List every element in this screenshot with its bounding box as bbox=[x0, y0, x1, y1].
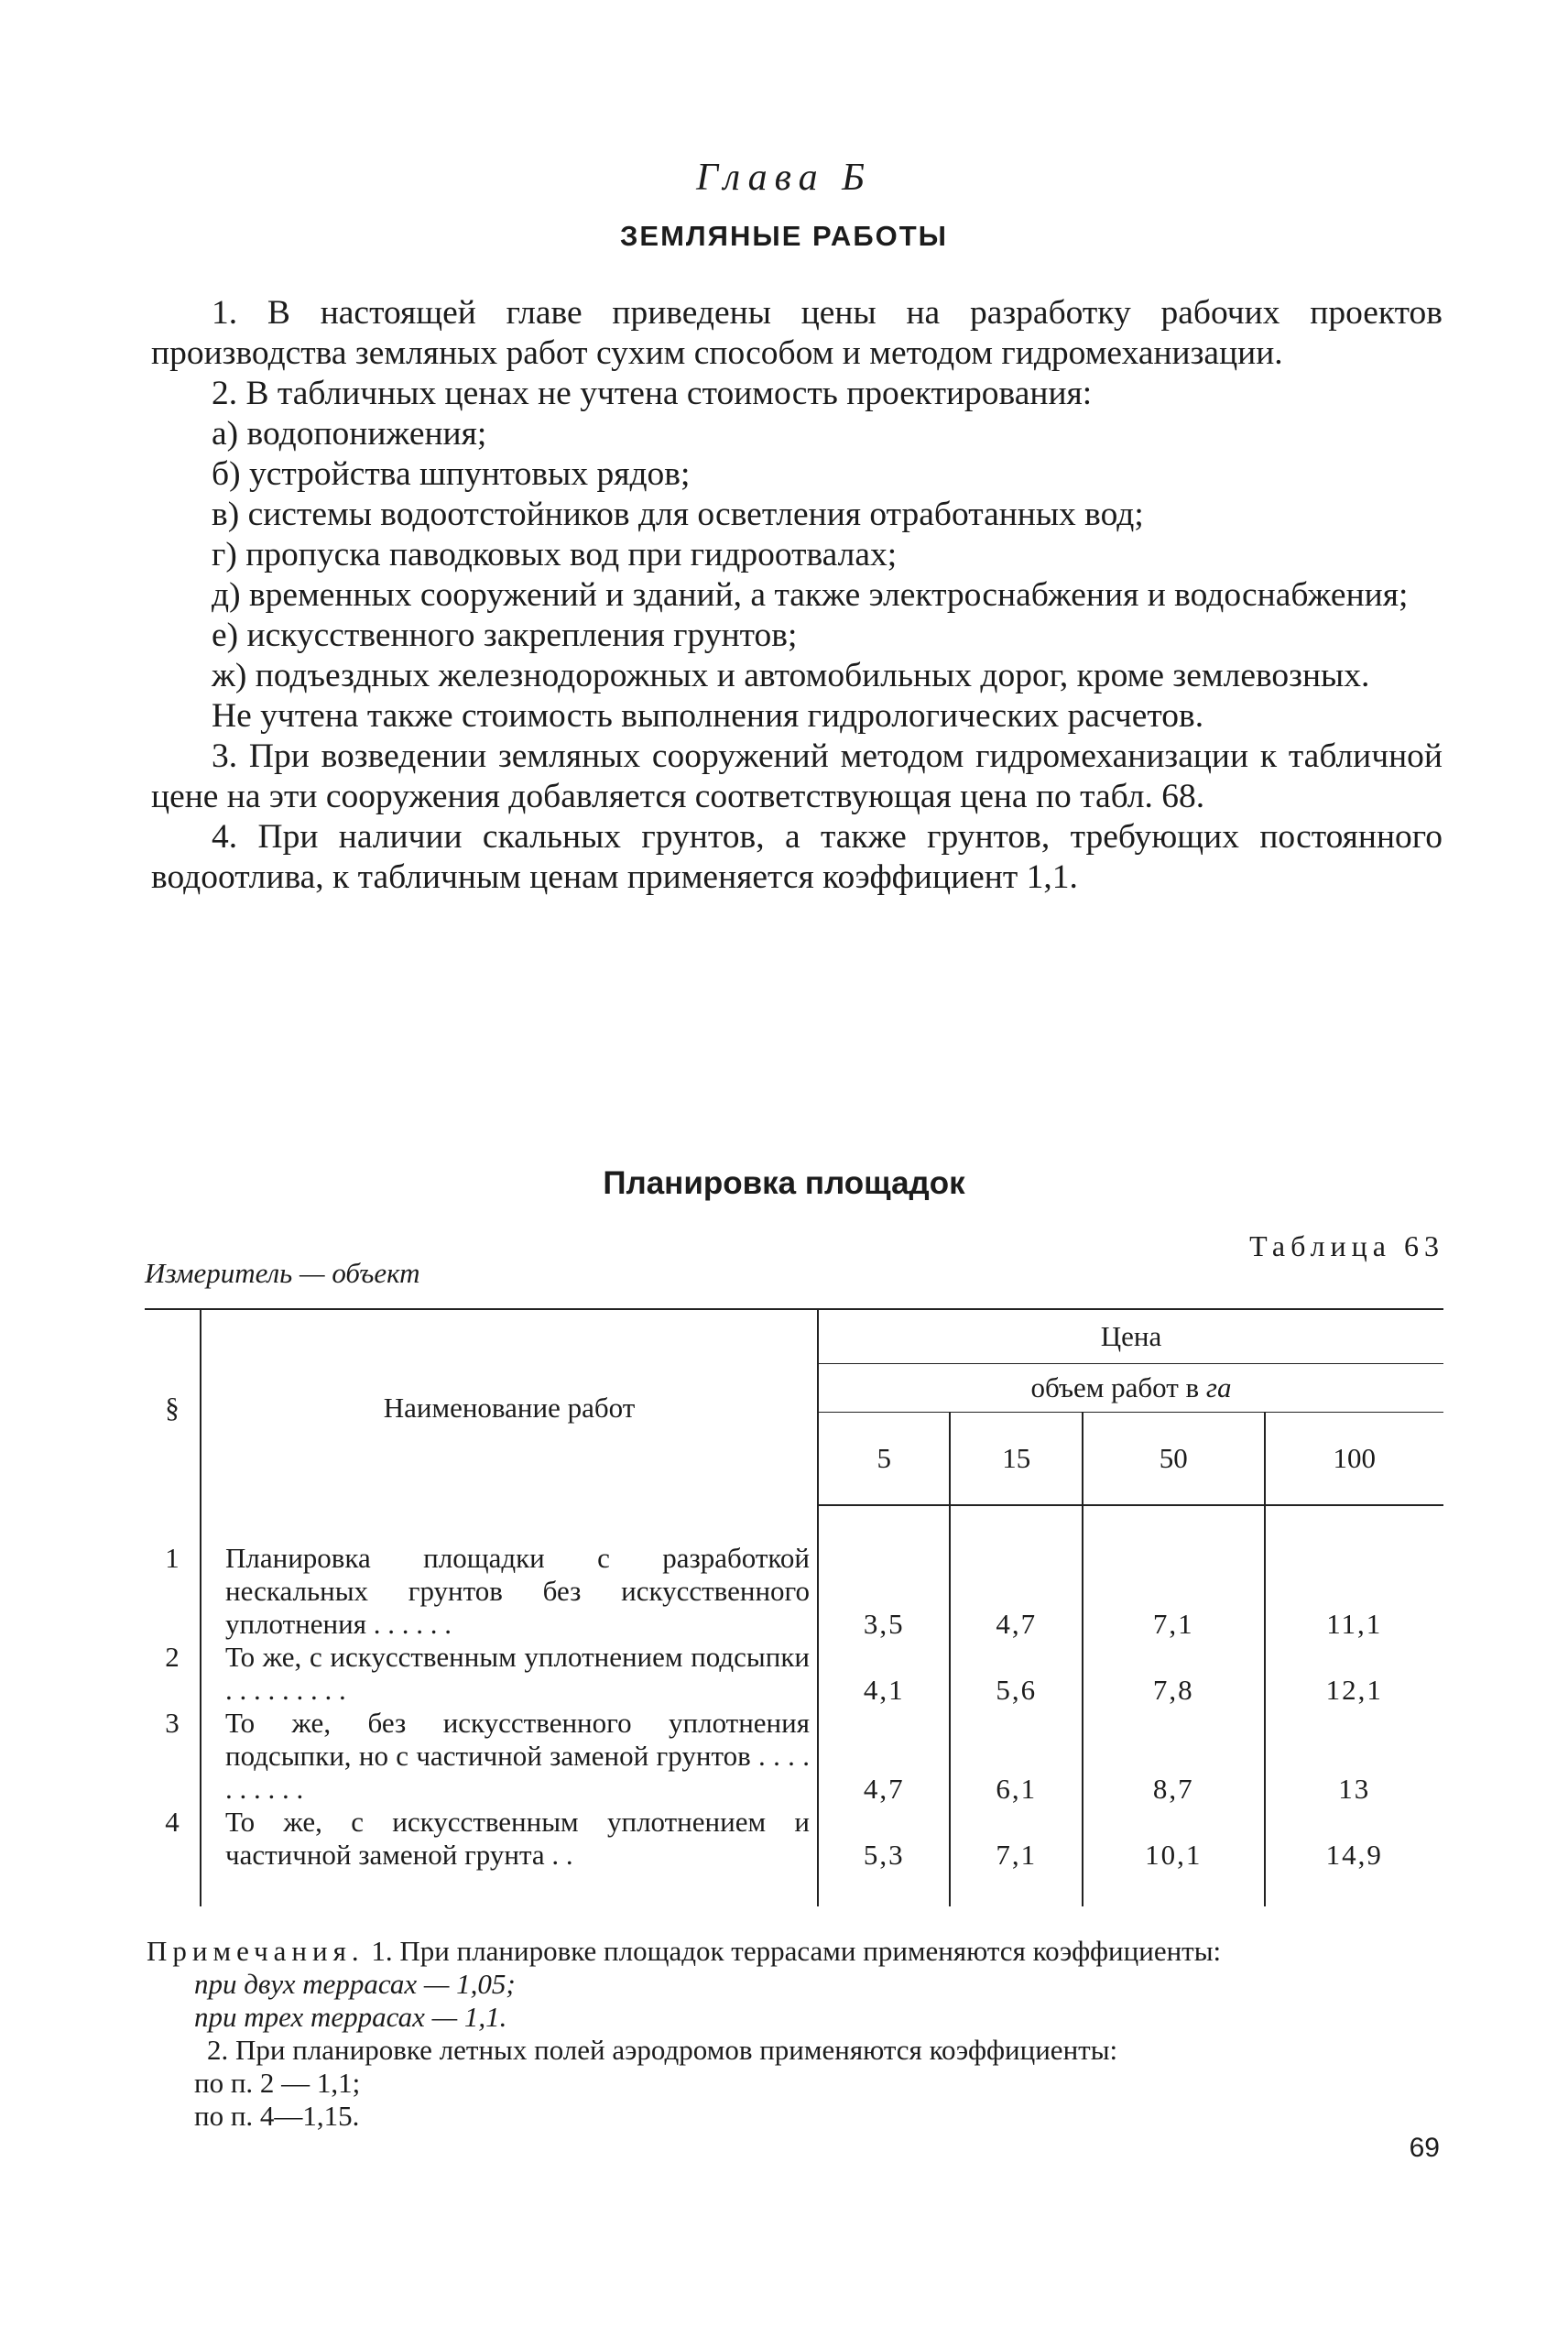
table-row bbox=[145, 1505, 1443, 1641]
row-value: 8,7 bbox=[1083, 1707, 1265, 1806]
header-work-name: Наименование работ bbox=[201, 1309, 818, 1505]
list-item-b: б) устройства шпунтовых рядов; bbox=[212, 455, 691, 493]
row-name: То же, без искусственного уплотнения подсыпки, но с частичной заменой грунтов . . . . . . . . . . bbox=[201, 1707, 818, 1806]
row-value: 3,5 bbox=[818, 1505, 950, 1641]
list-item-a: а) водопонижения; bbox=[212, 415, 487, 453]
row-value: 7,8 bbox=[1083, 1641, 1265, 1707]
header-col-50: 50 bbox=[1083, 1413, 1265, 1506]
note-2-item: по п. 2 — 1,1; bbox=[194, 2067, 361, 2099]
note-1-item: при трех террасах — 1,1. bbox=[194, 2001, 507, 2033]
header-section: § bbox=[145, 1309, 201, 1505]
list-item-d: д) временных сооружений и зданий, а также электроснабжения и водоснабжения; bbox=[212, 576, 1409, 614]
row-value: 4,7 bbox=[818, 1707, 950, 1806]
row-value: 5,6 bbox=[950, 1641, 1082, 1707]
list-item-zh: ж) подъездных железнодорожных и автомобильных дорог, кроме землевозных. bbox=[212, 657, 1370, 694]
note-2-item: по п. 4—1,15. bbox=[194, 2100, 360, 2132]
page-number: 69 bbox=[1409, 2133, 1440, 2163]
paragraph-3: 3. При возведении земляных сооружений методом гидромеханизации к табличной цене на эти сооружения добавляется соответствующая цена по табл. 68. bbox=[151, 737, 1443, 815]
header-volume bbox=[818, 1364, 1443, 1413]
table-row bbox=[145, 1641, 1443, 1707]
row-value: 6,1 bbox=[950, 1707, 1082, 1806]
row-value: 7,1 bbox=[1083, 1505, 1265, 1641]
note-1-text: 1. При планировке площадок террасами применяются коэффициенты: bbox=[371, 1935, 1222, 1967]
header-col-100: 100 bbox=[1265, 1413, 1444, 1506]
paragraph-2: 2. В табличных ценах не учтена стоимость проектирования: bbox=[212, 375, 1093, 412]
row-num: 4 bbox=[145, 1806, 201, 1906]
paragraph-1: 1. В настоящей главе приведены цены на разработку рабочих проектов производства земляных работ сухим способом и методом гидромеханизации. bbox=[151, 294, 1443, 372]
measure-unit: Измеритель — объект bbox=[145, 1257, 420, 1289]
row-value: 11,1 bbox=[1326, 1608, 1383, 1640]
notes bbox=[147, 1935, 1438, 2133]
list-item-e: е) искусственного закрепления грунтов; bbox=[212, 617, 798, 654]
header-col-5: 5 bbox=[818, 1413, 950, 1506]
row-num: 3 bbox=[145, 1707, 201, 1806]
row-value: 10,1 bbox=[1083, 1806, 1265, 1906]
table-row bbox=[145, 1806, 1443, 1906]
list-item-v: в) системы водоотстойников для осветления отработанных вод; bbox=[212, 496, 1144, 533]
note-1-item: при двух террасах — 1,05; bbox=[194, 1968, 516, 2000]
row-value: 14,9 bbox=[1325, 1839, 1383, 1871]
row-num: 1 bbox=[145, 1505, 201, 1641]
row-name: То же, с искусственным уплотнением подсыпки . . . . . . . . . bbox=[201, 1641, 818, 1707]
paragraph-4: 4. При наличии скальных грунтов, а также грунтов, требующих постоянного водоотлива, к табличным ценам применяется коэффициент 1,1. bbox=[151, 818, 1443, 896]
header-volume-prefix: объем работ в bbox=[1030, 1371, 1206, 1403]
table-label: Таблица 63 bbox=[1249, 1229, 1444, 1262]
table-row bbox=[145, 1707, 1443, 1806]
paragraph-hydrology: Не учтена также стоимость выполнения гидрологических расчетов. bbox=[212, 697, 1204, 735]
note-2: 2. При планировке летных полей аэродромов применяются коэффициенты: bbox=[207, 2034, 1118, 2066]
row-name: То же, с искусственным уплотнением и частичной заменой грунта . . bbox=[201, 1806, 818, 1906]
header-col-15: 15 bbox=[950, 1413, 1082, 1506]
list-item-g: г) пропуска паводковых вод при гидроотвалах; bbox=[212, 536, 898, 573]
row-value: 7,1 bbox=[950, 1806, 1082, 1906]
row-value: 4,1 bbox=[818, 1641, 950, 1707]
notes-label: Примечания. bbox=[147, 1935, 365, 1967]
row-num: 2 bbox=[145, 1641, 201, 1707]
header-price: Цена bbox=[818, 1309, 1443, 1364]
body-text bbox=[151, 293, 1443, 898]
subsection-heading: Планировка площадок bbox=[603, 1165, 965, 1201]
row-value: 4,7 bbox=[950, 1505, 1082, 1641]
chapter-title: Глава Б bbox=[696, 157, 872, 199]
section-heading: ЗЕМЛЯНЫЕ РАБОТЫ bbox=[620, 220, 948, 252]
price-table bbox=[145, 1308, 1443, 1906]
header-volume-unit: га bbox=[1205, 1371, 1232, 1403]
row-value: 13 bbox=[1338, 1773, 1371, 1805]
row-value: 12,1 bbox=[1325, 1674, 1383, 1706]
note-1 bbox=[147, 1935, 1438, 1968]
row-name: Планировка площадки с разработкой нескальных грунтов без искусственного уплотнения . . . . . . bbox=[201, 1505, 818, 1641]
row-value: 5,3 bbox=[818, 1806, 950, 1906]
